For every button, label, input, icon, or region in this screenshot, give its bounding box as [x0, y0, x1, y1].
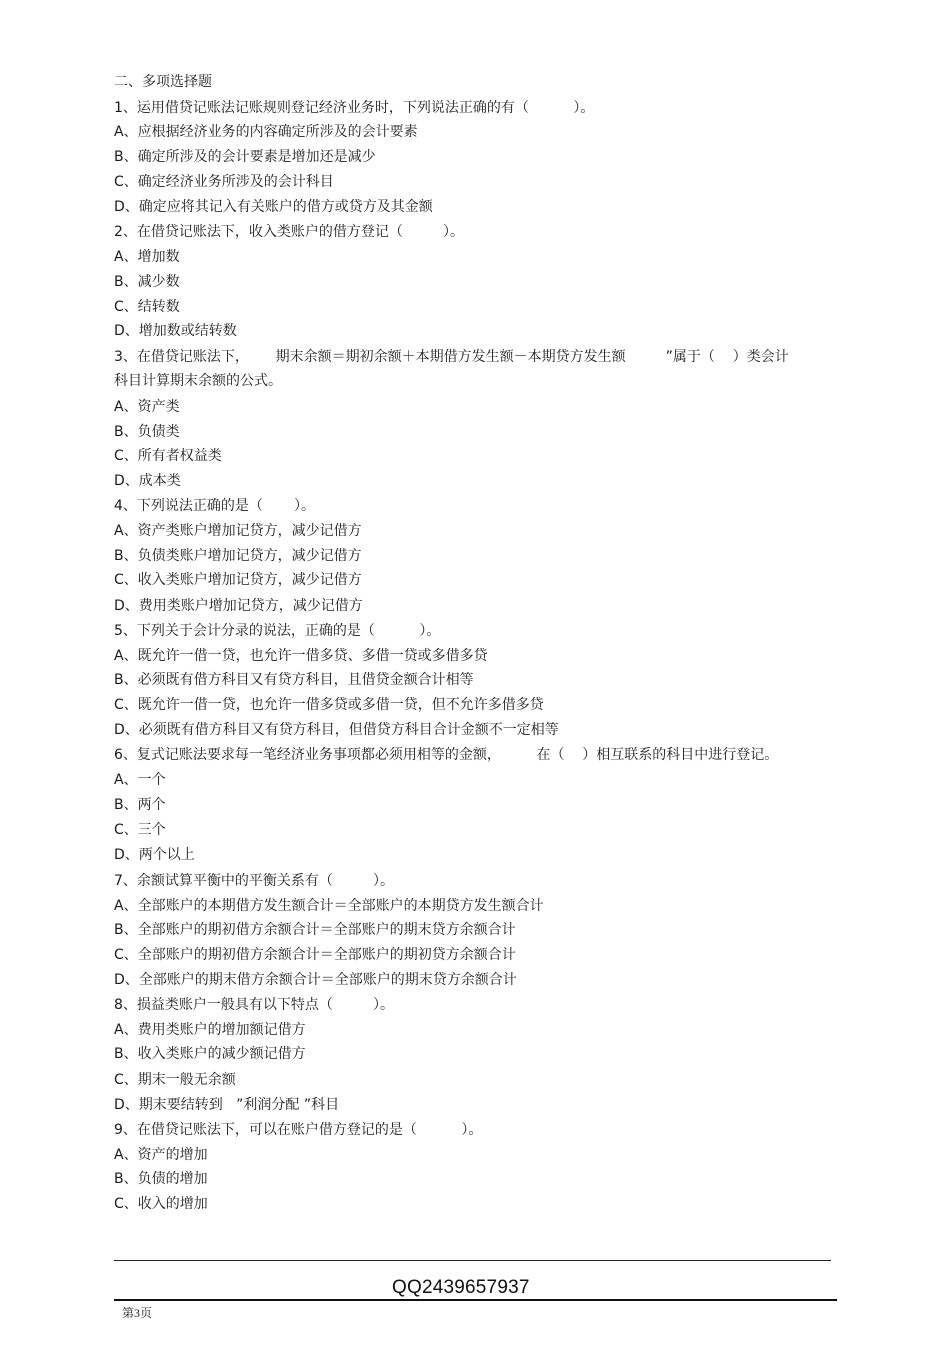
footer-contact-id: QQ2439657937 [392, 1277, 530, 1298]
question-3: 3、在借贷记账法下， 期末余额＝期初余额＋本期借方发生额－本期贷方发生额 ”属于（ ）类会计 [114, 349, 789, 365]
option-line: B、负债的增加 [114, 1171, 208, 1187]
option-line: B、必须既有借方科目又有贷方科目，且借贷金额合计相等 [114, 672, 474, 688]
option-line: D、必须既有借方科目又有贷方科目，但借贷方科目合计金额不一定相等 [114, 722, 559, 738]
option-line: B、全部账户的期初借方余额合计＝全部账户的期末贷方余额合计 [114, 922, 516, 938]
option-line: D、全部账户的期末借方余额合计＝全部账户的期末贷方余额合计 [114, 972, 517, 988]
option-line: A、一个 [114, 772, 166, 788]
option-line: D、期末要结转到 ”利润分配 ”科目 [114, 1097, 340, 1113]
option-line: C、结转数 [114, 299, 180, 315]
option-line: A、增加数 [114, 249, 180, 265]
option-line: D、两个以上 [114, 847, 195, 863]
question-4: 4、下列说法正确的是（ ）。 [114, 498, 316, 514]
section-heading: 二、多项选择题 [114, 74, 212, 90]
option-line: C、期末一般无余额 [114, 1072, 236, 1088]
option-line: B、收入类账户的减少额记借方 [114, 1046, 306, 1062]
option-line: A、费用类账户的增加额记借方 [114, 1022, 306, 1038]
question-5: 5、下列关于会计分录的说法，正确的是（ ）。 [114, 623, 441, 639]
option-line: D、费用类账户增加记贷方，减少记借方 [114, 598, 363, 614]
option-line: C、确定经济业务所涉及的会计科目 [114, 174, 334, 190]
option-line: B、减少数 [114, 274, 180, 290]
question-1: 1、运用借贷记账法记账规则登记经济业务时，下列说法正确的有（ ）。 [114, 100, 595, 116]
option-line: C、收入类账户增加记贷方，减少记借方 [114, 572, 362, 588]
question-3-continued: 科目计算期末余额的公式。 [114, 373, 282, 389]
question-9: 9、在借贷记账法下，可以在账户借方登记的是（ ）。 [114, 1122, 483, 1138]
option-line: A、应根据经济业务的内容确定所涉及的会计要素 [114, 124, 418, 140]
option-line: A、既允许一借一贷，也允许一借多贷、多借一贷或多借多贷 [114, 648, 488, 664]
option-line: B、负债类账户增加记贷方，减少记借方 [114, 548, 362, 564]
option-line: A、资产的增加 [114, 1147, 208, 1163]
option-line: C、所有者权益类 [114, 448, 222, 464]
question-2: 2、在借贷记账法下，收入类账户的借方登记（ ）。 [114, 224, 464, 240]
option-line: D、确定应将其记入有关账户的借方或贷方及其金额 [114, 199, 433, 215]
option-line: B、负债类 [114, 424, 180, 440]
option-line: C、全部账户的期初借方余额合计＝全部账户的期初贷方余额合计 [114, 947, 516, 963]
footer-divider-bottom [114, 1299, 837, 1301]
option-line: C、既允许一借一贷，也允许一借多贷或多借一贷，但不允许多借多贷 [114, 697, 544, 713]
option-line: B、两个 [114, 797, 166, 813]
question-6: 6、复式记账法要求每一笔经济业务事项都必须用相等的金额， 在（ ）相互联系的科目中进行登记。 [114, 747, 779, 763]
footer-divider-top [114, 1260, 831, 1261]
option-line: A、资产类账户增加记贷方，减少记借方 [114, 523, 362, 539]
question-7: 7、余额试算平衡中的平衡关系有（ ）。 [114, 873, 394, 889]
option-line: C、收入的增加 [114, 1196, 208, 1212]
option-line: A、全部账户的本期借方发生额合计＝全部账户的本期贷方发生额合计 [114, 898, 544, 914]
option-line: A、资产类 [114, 399, 180, 415]
option-line: C、三个 [114, 822, 166, 838]
page-number: 第3页 [122, 1306, 153, 1320]
option-line: D、增加数或结转数 [114, 323, 237, 339]
option-line: D、成本类 [114, 473, 181, 489]
option-line: B、确定所涉及的会计要素是增加还是减少 [114, 149, 376, 165]
question-8: 8、损益类账户一般具有以下特点（ ）。 [114, 997, 394, 1013]
